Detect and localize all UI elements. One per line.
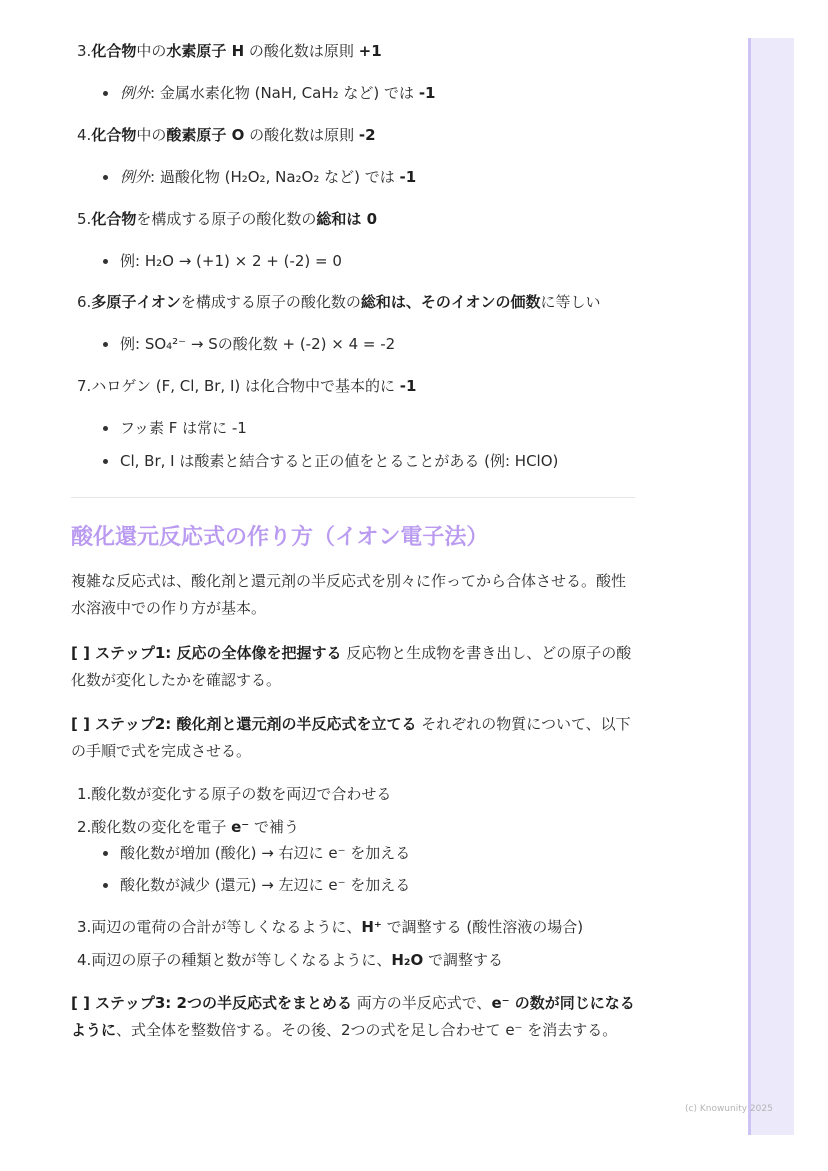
step1-text: 反応物と生成物を書き出し、どの原子の酸化数が変化したかを確認する。 <box>71 644 632 689</box>
section-divider <box>71 497 635 498</box>
intro-paragraph: 複雑な反応式は、酸化剤と還元剤の半反応式を別々に作ってから合体させる。酸性水溶液中での作り方が基本。 <box>71 572 627 617</box>
rule-bullet-item <box>120 418 247 438</box>
item-text-part: で調整する (酸性溶液の場合) <box>381 918 584 936</box>
item-text-part: 酸化数が変化する原子の数を両辺で合わせる <box>91 785 392 803</box>
bullet-dot <box>103 426 108 431</box>
section-title: 酸化還元反応式の作り方（イオン電子法） <box>71 525 489 550</box>
step3-paragraph <box>71 990 637 1044</box>
item-number: 7. <box>77 377 92 395</box>
item-number: 1. <box>77 785 92 803</box>
item-number: 3. <box>77 42 92 60</box>
item-text-part: H⁺ <box>361 918 382 936</box>
rule-numbered-item <box>77 209 377 229</box>
item-number: 6. <box>77 293 92 311</box>
item-text-part: H₂O <box>391 951 424 969</box>
item-number: 4. <box>77 126 92 144</box>
item-text-part: ハロゲン (F, Cl, Br, I) は化合物中で基本的に <box>91 377 400 395</box>
step2-numbered-item <box>77 817 299 837</box>
item-text-part: : 金属水素化物 (NaH, CaH₂ など) では <box>150 84 419 102</box>
item-text-part: -1 <box>418 84 436 102</box>
item-text-part: 酸化数が減少 (還元) → 左辺に e⁻ を加える <box>120 876 411 894</box>
bullet-dot <box>103 883 108 888</box>
item-text-part: の酸化数は原則 <box>244 42 359 60</box>
item-text-part: e⁻ <box>231 818 250 836</box>
bullet-dot <box>103 459 108 464</box>
item-text-part: で補う <box>249 818 299 836</box>
rule-numbered-item <box>77 376 416 396</box>
step2-bullet-item <box>120 875 410 895</box>
item-text-part: 両辺の原子の種類と数が等しくなるように、 <box>91 951 392 969</box>
bullet-dot <box>103 91 108 96</box>
item-text-part: 中の <box>136 42 167 60</box>
copyright-footer: (c) Knowunity 2025 <box>685 1104 773 1114</box>
item-text-part: Cl, Br, I は酸素と結合すると正の値をとることがある (例: HClO) <box>120 452 559 470</box>
item-text-part: 化合物 <box>91 42 137 60</box>
item-text-part: 両辺の電荷の合計が等しくなるように、 <box>91 918 362 936</box>
item-number: 5. <box>77 210 92 228</box>
item-text-part: 総和は 0 <box>316 210 378 228</box>
item-text-part: の酸化数は原則 <box>244 126 359 144</box>
step3-text2: 、式全体を整数倍する。その後、2つの式を足し合わせて e⁻ を消去する。 <box>116 1021 618 1039</box>
item-text-part: で調整する <box>423 951 503 969</box>
item-text-part: を構成する原子の酸化数の <box>180 293 361 311</box>
item-text-part: -1 <box>399 377 417 395</box>
bullet-dot <box>103 342 108 347</box>
step2-numbered-item <box>77 917 583 937</box>
rule-bullet-item <box>120 451 558 471</box>
step2-paragraph <box>71 711 637 765</box>
step2-numbered-item <box>77 784 391 804</box>
rule-bullet-item <box>120 83 435 103</box>
item-text-part: を構成する原子の酸化数の <box>136 210 317 228</box>
rule-numbered-item <box>77 292 600 312</box>
right-sidebar-strip <box>748 38 794 1135</box>
step3-emphasis: e⁻ の数が同じになるように <box>71 994 635 1039</box>
bullet-dot <box>103 851 108 856</box>
item-text-part: 例外 <box>120 84 151 102</box>
item-text-part: 中の <box>136 126 167 144</box>
item-text-part: に等しい <box>540 293 601 311</box>
step3-text1: 両方の半反応式で、 <box>351 994 492 1012</box>
step1-paragraph <box>71 640 637 694</box>
item-text-part: 水素原子 H <box>166 42 245 60</box>
bullet-dot <box>103 259 108 264</box>
item-text-part: 総和は、そのイオンの価数 <box>360 293 541 311</box>
rule-numbered-item <box>77 41 382 61</box>
item-text-part: 例外 <box>120 168 151 186</box>
item-text-part: 酸素原子 O <box>166 126 245 144</box>
item-text-part: 例: H₂O → (+1) × 2 + (-2) = 0 <box>120 252 342 270</box>
bullet-dot <box>103 175 108 180</box>
item-text-part: 例: SO₄²⁻ → Sの酸化数 + (-2) × 4 = -2 <box>120 335 396 353</box>
step3-heading: [ ] ステップ3: 2つの半反応式をまとめる <box>71 994 352 1012</box>
item-text-part: 酸化数が増加 (酸化) → 右辺に e⁻ を加える <box>120 844 411 862</box>
item-number: 2. <box>77 818 92 836</box>
item-text-part: フッ素 F は常に -1 <box>120 419 247 437</box>
step2-numbered-item <box>77 950 503 970</box>
step2-heading: [ ] ステップ2: 酸化剤と還元剤の半反応式を立てる <box>71 715 417 733</box>
item-text-part: -2 <box>358 126 376 144</box>
rule-bullet-item <box>120 334 395 354</box>
step1-heading: [ ] ステップ1: 反応の全体像を把握する <box>71 644 342 662</box>
item-text-part: 酸化数の変化を電子 <box>91 818 232 836</box>
rule-bullet-item <box>120 251 342 271</box>
item-text-part: 多原子イオン <box>91 293 181 311</box>
item-number: 4. <box>77 951 92 969</box>
step2-bullet-item <box>120 843 410 863</box>
item-text-part: 化合物 <box>91 126 137 144</box>
item-text-part: : 過酸化物 (H₂O₂, Na₂O₂ など) では <box>150 168 400 186</box>
item-number: 3. <box>77 918 92 936</box>
rule-bullet-item <box>120 167 416 187</box>
step2-text: それぞれの物質について、以下の手順で式を完成させる。 <box>71 715 631 760</box>
item-text-part: 化合物 <box>91 210 137 228</box>
rule-numbered-item <box>77 125 376 145</box>
item-text-part: +1 <box>358 42 382 60</box>
item-text-part: -1 <box>399 168 417 186</box>
